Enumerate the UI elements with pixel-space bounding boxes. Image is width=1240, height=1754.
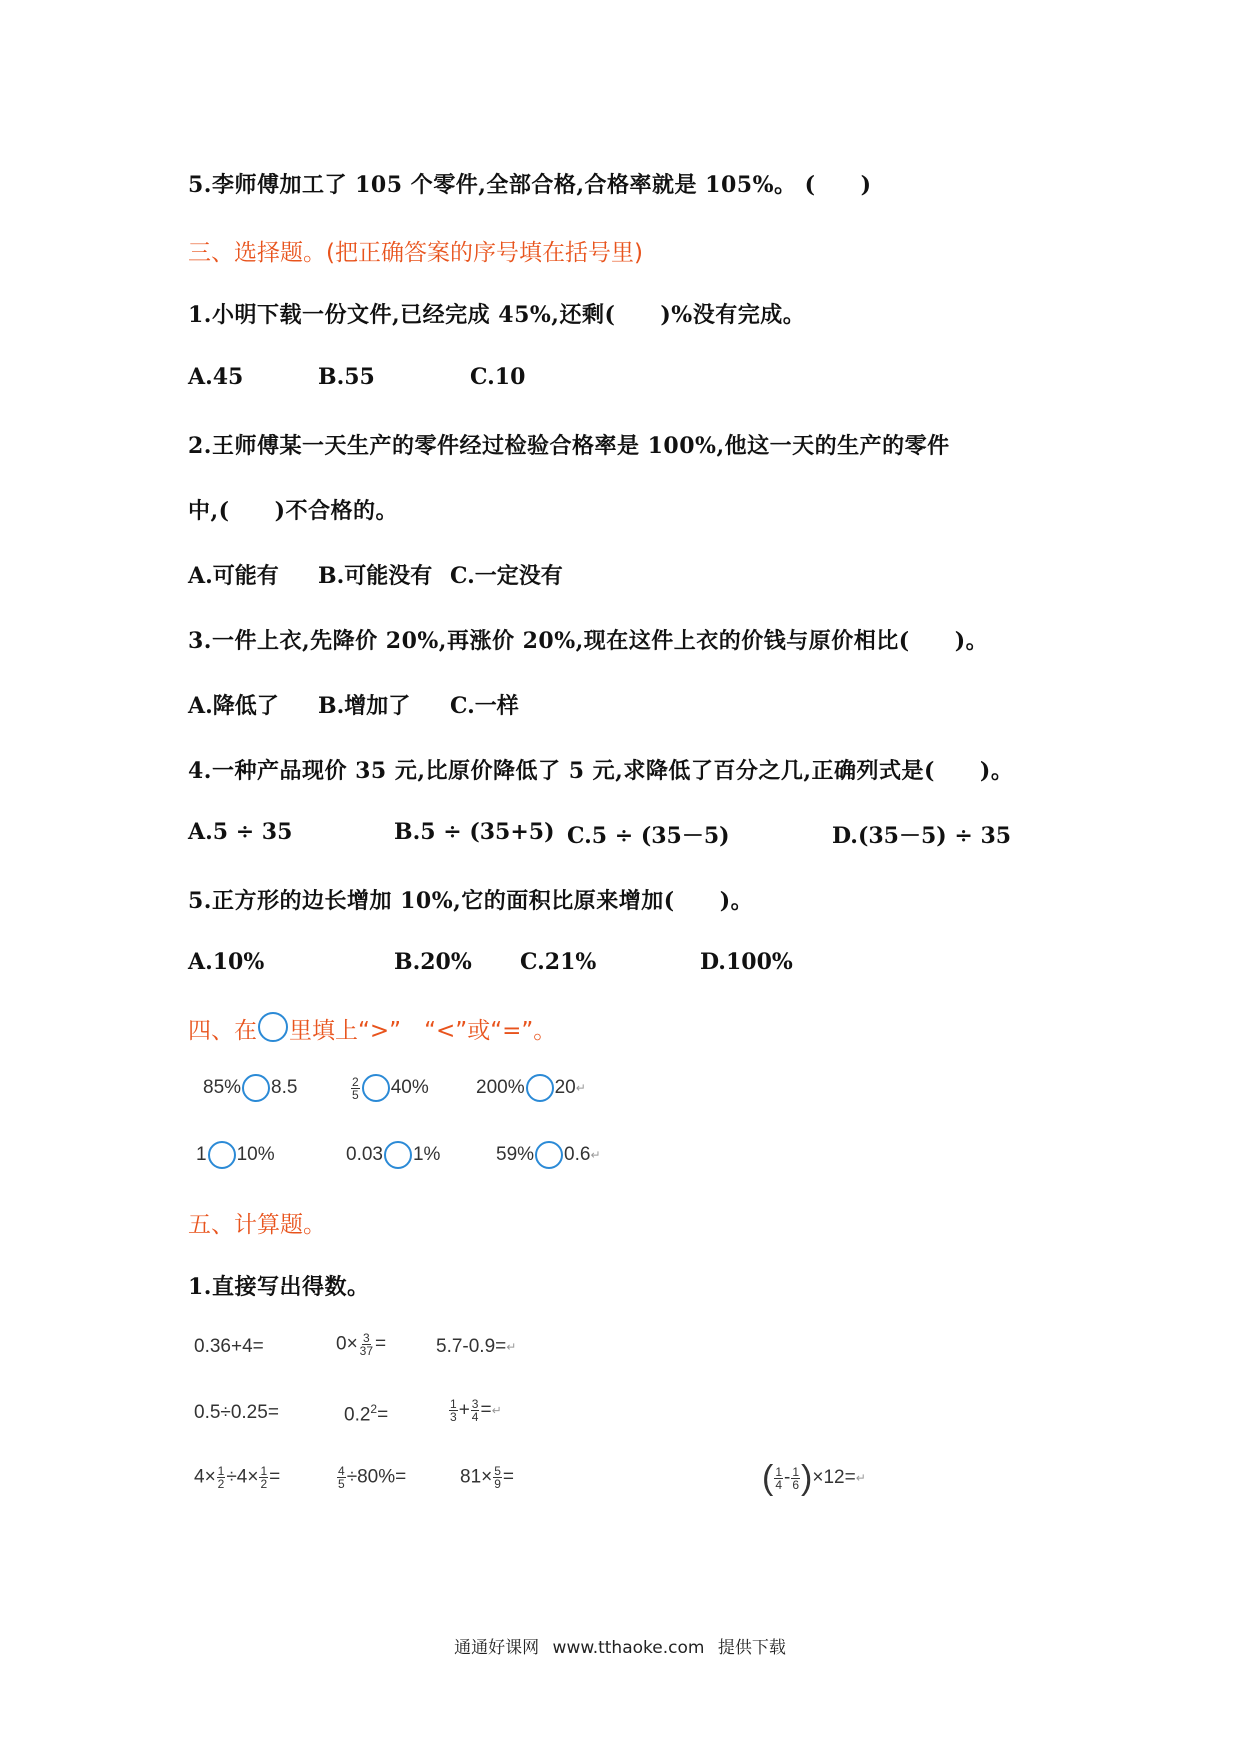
compare-1-left: 85% bbox=[203, 1077, 242, 1099]
q2-option-a: A.可能有 bbox=[188, 563, 279, 589]
answer-circle[interactable] bbox=[362, 1074, 390, 1102]
choice-question-4: 4.一种产品现价 35 元,比原价降低了 5 元,求降低了百分之几,正确列式是( )。 bbox=[188, 758, 1014, 784]
compare-3-right: 20 bbox=[554, 1077, 576, 1099]
q1-option-a: A.45 bbox=[188, 364, 244, 390]
calc-r1-b: 0× $\frac{3}{37}$ = bbox=[336, 1331, 387, 1358]
calc-r1-a: 0.36+4= bbox=[194, 1336, 264, 1357]
section-4-title-before: 四、在 bbox=[188, 1018, 257, 1044]
calc-r3-d: ( $\frac{1}{4}$ - $\frac{1}{6}$ )×12=↵ bbox=[762, 1459, 866, 1497]
compare-6-left: 59% bbox=[496, 1144, 535, 1166]
calc-r3-b: $\frac{4}{5}$ ÷80%= bbox=[338, 1464, 407, 1491]
q5-option-b: B.20% bbox=[394, 949, 472, 975]
fraction: $\frac{1}{2}$ bbox=[260, 1464, 268, 1491]
calc-r3-c: 81× $\frac{5}{9}$ = bbox=[460, 1464, 515, 1491]
compare-6 bbox=[496, 1141, 601, 1169]
section-5-subtitle: 1.直接写出得数。 bbox=[188, 1274, 370, 1300]
compare-5-left: 0.03 bbox=[346, 1144, 383, 1166]
q1-option-c: C.10 bbox=[470, 364, 526, 390]
return-mark: ↵ bbox=[575, 1081, 586, 1095]
q2-option-c: C.一定没有 bbox=[450, 563, 563, 589]
fraction: $\frac{1}{4}$ bbox=[775, 1464, 783, 1492]
answer-circle[interactable] bbox=[242, 1074, 270, 1102]
q1-option-b: B.55 bbox=[318, 364, 375, 390]
q4-option-b: B.5 ÷ (35+5) bbox=[394, 819, 555, 845]
compare-5-right: 1% bbox=[412, 1144, 441, 1166]
section-3-title: 三、选择题。(把正确答案的序号填在括号里) bbox=[188, 240, 643, 266]
q3-option-b: B.增加了 bbox=[318, 693, 411, 719]
fraction: $\frac{3}{4}$ bbox=[471, 1397, 479, 1424]
q4-option-d: D.(35－5) ÷ 35 bbox=[832, 823, 1012, 849]
compare-3 bbox=[476, 1074, 586, 1102]
q5-option-d: D.100% bbox=[700, 949, 793, 975]
choice-question-2-line-2: 中,( )不合格的。 bbox=[188, 498, 398, 524]
q3-option-c: C.一样 bbox=[450, 693, 519, 719]
calc-r3-a: 4× $\frac{1}{2}$ ÷4× $\frac{1}{2}$ = bbox=[194, 1464, 281, 1491]
q5-option-c: C.21% bbox=[520, 949, 597, 975]
fraction: $\frac{1}{2}$ bbox=[217, 1464, 225, 1491]
q5-option-a: A.10% bbox=[188, 949, 265, 975]
answer-circle[interactable] bbox=[208, 1141, 236, 1169]
q4-option-a: A.5 ÷ 35 bbox=[188, 819, 293, 845]
return-mark: ↵ bbox=[855, 1471, 866, 1485]
choice-question-2-line-1: 2.王师傅某一天生产的零件经过检验合格率是 100%,他这一天的生产的零件 bbox=[188, 433, 950, 459]
calc-r2-a: 0.5÷0.25= bbox=[194, 1402, 279, 1423]
return-mark: ↵ bbox=[506, 1339, 517, 1354]
choice-question-3: 3.一件上衣,先降价 20%,再涨价 20%,现在这件上衣的价钱与原价相比( )。 bbox=[188, 628, 989, 654]
choice-question-1: 1.小明下载一份文件,已经完成 45%,还剩( )%没有完成。 bbox=[188, 302, 806, 328]
compare-2-right: 40% bbox=[390, 1077, 429, 1099]
calc-r2-b: $0.2^2=$ bbox=[344, 1402, 389, 1426]
compare-3-left: 200% bbox=[476, 1077, 525, 1099]
q4-option-c: C.5 ÷ (35－5) bbox=[567, 823, 730, 849]
fraction: $\frac{5}{9}$ bbox=[494, 1464, 501, 1491]
compare-6-right: 0.6 bbox=[564, 1144, 591, 1166]
judge-question-5: 5.李师傅加工了 105 个零件,全部合格,合格率就是 105%。 ( ) bbox=[188, 172, 872, 198]
answer-circle[interactable] bbox=[535, 1141, 563, 1169]
choice-question-5: 5.正方形的边长增加 10%,它的面积比原来增加( )。 bbox=[188, 888, 754, 914]
section-4-title bbox=[188, 1012, 556, 1045]
footer-site-name: 通通好课网 bbox=[454, 1638, 540, 1658]
compare-4-left: 1 bbox=[196, 1144, 207, 1166]
calc-r1-c: 5.7-0.9=↵ bbox=[436, 1336, 517, 1357]
fraction: $\frac{3}{37}$ bbox=[359, 1331, 374, 1358]
q2-option-b: B.可能没有 bbox=[318, 563, 433, 589]
fraction: $\frac{1}{6}$ bbox=[792, 1464, 800, 1492]
footer-url[interactable]: www.tthaoke.com bbox=[552, 1638, 705, 1658]
section-4-title-after: 里填上“>” “<”或“=”。 bbox=[289, 1018, 557, 1044]
compare-5 bbox=[346, 1141, 440, 1169]
return-mark: ↵ bbox=[491, 1403, 502, 1418]
page-footer bbox=[0, 1633, 1240, 1658]
calc-r2-c: $\frac{1}{3}$ + $\frac{3}{4}$ =↵ bbox=[450, 1397, 502, 1424]
footer-suffix: 提供下载 bbox=[717, 1638, 786, 1658]
answer-circle[interactable] bbox=[526, 1074, 554, 1102]
compare-4-right: 10% bbox=[236, 1144, 275, 1166]
circle-icon bbox=[258, 1012, 288, 1042]
return-mark: ↵ bbox=[590, 1148, 601, 1162]
compare-4 bbox=[196, 1141, 275, 1169]
compare-1-right: 8.5 bbox=[271, 1077, 298, 1099]
q3-option-a: A.降低了 bbox=[188, 693, 279, 719]
answer-circle[interactable] bbox=[384, 1141, 412, 1169]
section-5-title: 五、计算题。 bbox=[188, 1212, 326, 1238]
compare-2 bbox=[350, 1074, 429, 1102]
fraction: $\frac{1}{3}$ bbox=[450, 1397, 457, 1424]
compare-1 bbox=[203, 1074, 297, 1102]
fraction: $\frac{4}{5}$ bbox=[338, 1464, 345, 1491]
fraction: $\frac{2}{5}$ bbox=[352, 1074, 359, 1102]
